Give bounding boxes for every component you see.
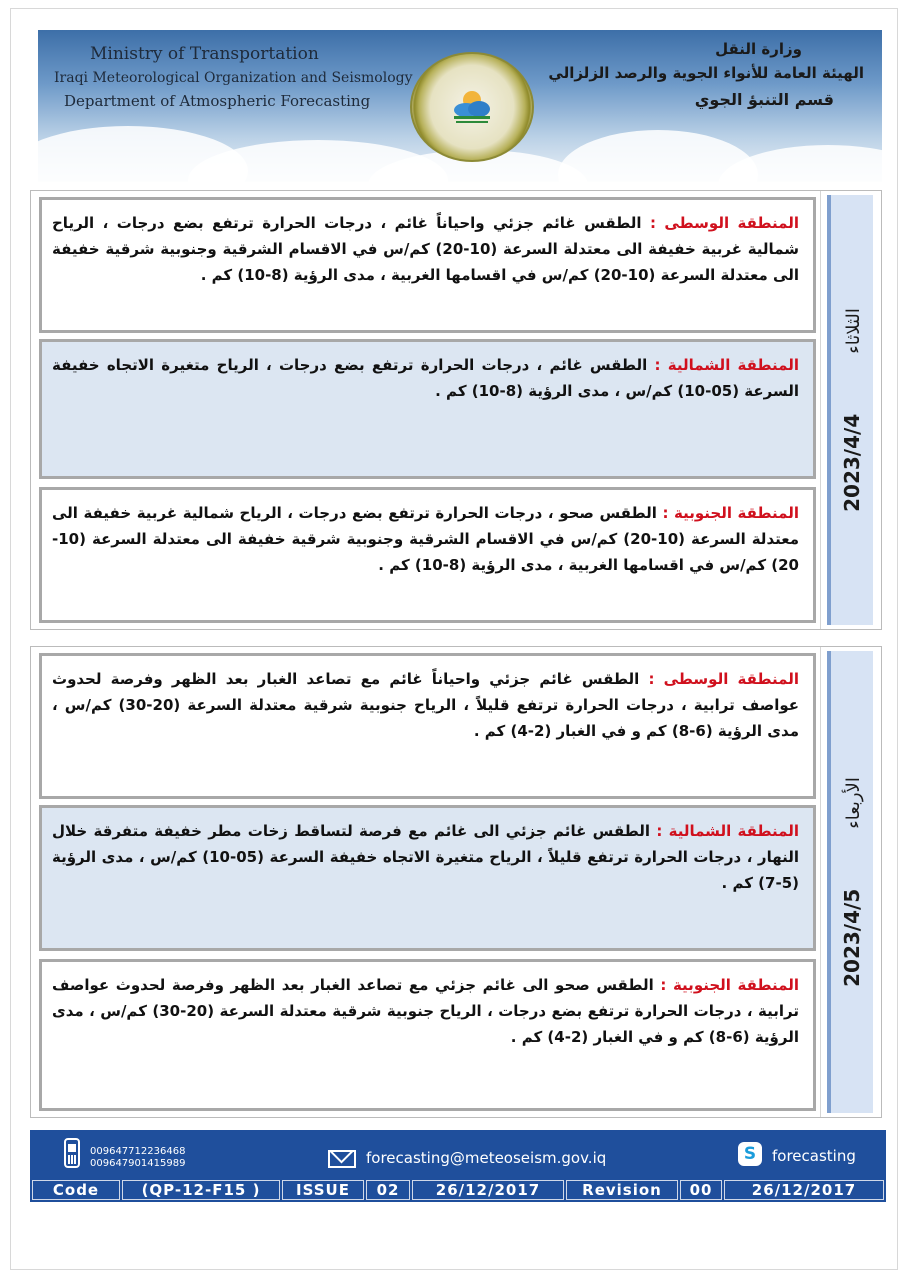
organization-name-en: Iraqi Meteorological Organization and Seismology — [54, 70, 413, 86]
region-name: المنطقة الشمالية : — [656, 822, 799, 840]
region-forecast-text: الطقس غائم جزئي واحياناً غائم ، درجات الحرارة ترتفع بضع درجات ، الرياح شمالية غربية خفيفة الى معتدلة السرعة (10-20) كم/س في الاقسام الشرقية وجنوبية شرقية خفيفة الى معتدلة السرعة (10-20) كم/س في اقسامها الغربية ، مدى الرؤية (8-10) كم . — [52, 214, 799, 284]
revision-label: Revision — [566, 1180, 678, 1200]
region-name: المنطقة الشمالية : — [654, 356, 799, 374]
code-value: (QP-12-F15 ) — [122, 1180, 280, 1200]
department-name-ar: قسم التنبؤ الجوي — [694, 90, 834, 109]
region-forecast-central — [39, 653, 816, 799]
code-label: Code — [32, 1180, 120, 1200]
issue-label: ISSUE — [282, 1180, 364, 1200]
phone-number: 009647712236468 — [90, 1146, 186, 1157]
day-name: الأربعاء — [843, 777, 864, 829]
forecast-day-panel — [30, 190, 882, 630]
region-forecast-north — [39, 805, 816, 951]
date-column — [820, 191, 881, 629]
department-name-en: Department of Atmospheric Forecasting — [64, 92, 371, 110]
region-forecast-text: الطقس غائم جزئي الى غائم مع فرصة لتساقط زخات مطر خفيفة متفرقة خلال النهار ، درجات الحرارة ترتفع قليلاً ، الرياح متغيرة الاتجاه خفيفة السرعة (05-10) كم/س ، مدى الرؤية (5-7) كم . — [52, 822, 799, 892]
region-forecast-south — [39, 487, 816, 623]
region-name: المنطقة الوسطى : — [649, 214, 799, 232]
logo-emblem-icon — [448, 86, 496, 128]
mail-icon — [328, 1150, 356, 1168]
header-english — [54, 44, 413, 110]
organization-name-ar: الهيئة العامة للأنواء الجوية والرصد الزلزالي — [548, 64, 864, 82]
email-address[interactable]: forecasting@meteoseism.gov.iq — [366, 1149, 607, 1167]
forecast-day-panel — [30, 646, 882, 1118]
forecast-date-label — [840, 777, 864, 987]
issue-value: 02 — [366, 1180, 410, 1200]
region-forecast-north — [39, 339, 816, 479]
region-forecast-south — [39, 959, 816, 1111]
header-arabic — [548, 40, 864, 109]
region-forecast-text: الطقس صحو الى غائم جزئي مع تصاعد الغبار بعد الظهر وفرصة لحدوث عواصف ترابية ، درجات الحرارة ترتفع بضع درجات ، الرياح جنوبية شرقية معتدلة السرعة (20-30) كم/س ، مدى الرؤية (6-8) كم و في الغبار (2-4) كم . — [52, 976, 799, 1046]
region-name: المنطقة الجنوبية : — [662, 504, 799, 522]
region-forecast-text: الطقس صحو ، درجات الحرارة ترتفع بضع درجات ، الرياح شمالية غربية خفيفة الى معتدلة السرعة (10-20) كم/س في الاقسام الشرقية وجنوبية شرقية خفيفة الى معتدلة السرعة (10-20) كم/س في اقسامها الغربية ، مدى الرؤية (8-10) كم . — [52, 504, 799, 574]
region-name: المنطقة الوسطى : — [648, 670, 799, 688]
region-forecast-text: الطقس غائم ، درجات الحرارة ترتفع بضع درجات ، الرياح متغيرة الاتجاه خفيفة السرعة (05-10) كم/س ، مدى الرؤية (8-10) كم . — [52, 356, 799, 400]
region-name: المنطقة الجنوبية : — [660, 976, 799, 994]
document-code-bar — [30, 1178, 886, 1202]
date-value: 2023/4/4 — [840, 413, 864, 512]
letterhead-banner — [38, 30, 882, 182]
date-value: 2023/4/5 — [840, 888, 864, 987]
phone-icon — [64, 1138, 80, 1168]
date-column — [820, 647, 881, 1117]
skype-icon: S — [738, 1142, 762, 1166]
organization-logo — [410, 52, 534, 162]
day-name: الثلاثاء — [843, 308, 864, 354]
forecast-date-label — [840, 308, 864, 512]
ministry-name-ar: وزارة النقل — [715, 40, 802, 58]
revision-date: 26/12/2017 — [724, 1180, 884, 1200]
phone-number: 009647901415989 — [90, 1158, 186, 1169]
ministry-name-en: Ministry of Transportation — [90, 44, 319, 64]
phone-numbers — [90, 1146, 185, 1170]
region-forecast-central — [39, 197, 816, 333]
skype-handle[interactable]: forecasting — [772, 1147, 856, 1165]
region-forecast-text: الطقس غائم جزئي واحياناً غائم مع تصاعد الغبار بعد الظهر وفرصة لحدوث عواصف ترابية ، درجات الحرارة ترتفع قليلاً ، الرياح جنوبية شرقية معتدلة السرعة (20-30) كم/س ، مدى الرؤية (6-8) كم و في الغبار (2-4) كم . — [52, 670, 799, 740]
revision-value: 00 — [680, 1180, 722, 1200]
issue-date: 26/12/2017 — [412, 1180, 564, 1200]
contact-footer — [30, 1130, 886, 1202]
